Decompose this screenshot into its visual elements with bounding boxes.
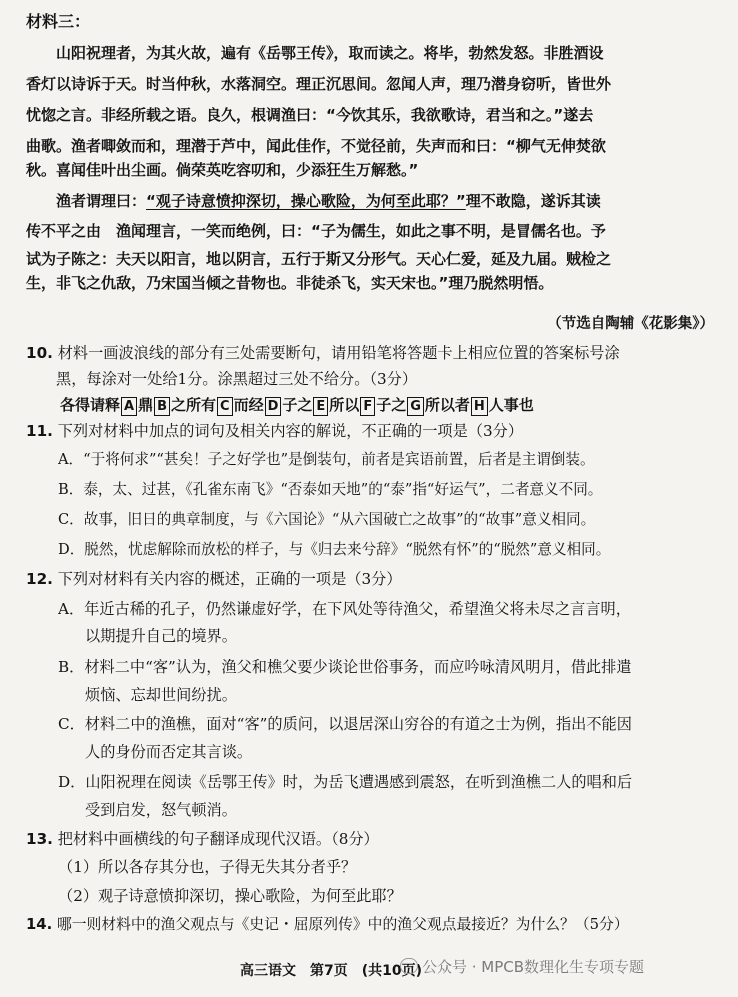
segment: 各得请释: [60, 396, 121, 414]
question-number: 14.: [26, 916, 53, 933]
source-citation: （节选自陶辅《花影集》）: [547, 315, 714, 332]
option-c: C．材料二中的渔樵，面对“客”的质问，以退居深山穷谷的有道之士为例，指出不能因: [58, 715, 632, 733]
watermark: [400, 956, 644, 977]
question-number: 12.: [26, 570, 53, 588]
passage-line: 忧惚之言。非经所载之语。良久，根调渔曰：“今饮其乐，我欲歌诗，君当和之。”遂去: [26, 106, 594, 124]
question-13: [26, 829, 379, 849]
watermark-text: 公众号 · MPCB数理化生专项专题: [422, 958, 645, 976]
page-footer: 高三语文 第7页 (共10页): [240, 963, 423, 979]
segment: 子之: [376, 396, 407, 414]
translation-item-2: （2）观子诗意愤抑深切，操心歌险，为何至此耶？: [58, 887, 402, 905]
answer-mark-g[interactable]: G: [407, 397, 424, 416]
segment: 而经: [233, 396, 264, 414]
passage-line: 生，非飞之仇敌，乃宋国当倾之昔物也。非徒杀飞，实天宋也。”理乃脱然明悟。: [26, 274, 554, 292]
answer-mark-e[interactable]: E: [313, 397, 328, 416]
question-stem: 材料一画波浪线的部分有三处需要断句，请用铅笔将答题卡上相应位置的答案标号涂: [57, 344, 620, 362]
question-12: [26, 569, 402, 589]
answer-mark-a[interactable]: A: [121, 397, 137, 416]
question-number: 11.: [26, 422, 53, 440]
segment: 人事也: [488, 396, 534, 414]
answer-mark-b[interactable]: B: [154, 397, 170, 416]
passage-line: 山阳祝理者，为其火故，遍有《岳鄂王传》，取而读之。将毕，勃然发怒。非胜酒设: [56, 44, 604, 62]
material-heading: 材料三：: [26, 12, 91, 31]
wechat-icon: [400, 958, 418, 974]
answer-mark-d[interactable]: D: [265, 397, 282, 416]
question-10: [26, 343, 620, 363]
option-b: B．泰，太、过甚，《孔雀东南飞》“否泰如天地”的“泰”指“好运气”，二者意义不同。: [58, 481, 603, 498]
segment: 之所有: [171, 396, 217, 414]
option-b: B．材料二中“客”认为，渔父和樵父要少谈论世俗事务，而应吟咏清风明月，借此排遣: [58, 658, 632, 676]
question-stem-cont: 黑，每涂对一处给1分。涂黑超过三处不给分。（3分）: [56, 370, 418, 388]
question-number: 10.: [26, 344, 53, 362]
question-stem: 哪一则材料中的渔父观点与《史记・屈原列传》中的渔父观点最接近？为什么？（5分）: [56, 916, 629, 933]
segment: 鼎: [138, 396, 154, 414]
segment: 所以者: [424, 396, 470, 414]
option-a: A．年近古稀的孔子，仍然谦虚好学，在下风处等待渔父，希望渔父将未尽之言言明，: [58, 600, 631, 618]
underlined-sentence: “观子诗意愤抑深切，操心歌险，为何至此耶？”: [146, 192, 466, 210]
passage-line: [56, 191, 601, 211]
option-c-cont: 人的身份而否定其言谈。: [85, 743, 253, 761]
sentence-break-line: [60, 395, 534, 416]
question-stem: 下列对材料中加点的词句及相关内容的解说，不正确的一项是（3分）: [57, 422, 524, 440]
passage-fragment: 渔者谓理曰：: [56, 192, 147, 210]
segment: 所以: [329, 396, 360, 414]
passage-line: 香灯以诗诉于天。时当仲秋，水落洞空。理正沉思间。忽闻人声，理乃潜身窃听，皆世外: [26, 75, 612, 93]
segment: 子之: [282, 396, 313, 414]
passage-fragment: 理不敢隐，遂诉其读: [465, 192, 601, 210]
option-c: C．故事，旧日的典章制度，与《六国论》“从六国破亡之故事”的“故事”意义相同。: [58, 511, 596, 528]
question-11: [26, 421, 523, 441]
answer-mark-c[interactable]: C: [217, 397, 233, 416]
question-stem: 把材料中画横线的句子翻译成现代汉语。（8分）: [57, 830, 379, 848]
question-number: 13.: [26, 830, 53, 848]
question-stem: 下列对材料有关内容的概述，正确的一项是（3分）: [57, 570, 402, 588]
passage-line: 曲歌。渔者唧敛而和，理潜于芦中，闻此佳作，不觉径前，失声而和曰：“柳气无伸焚欲: [26, 137, 606, 155]
answer-mark-f[interactable]: F: [360, 397, 375, 416]
passage-line: 传不平之由 渔闻理言，一笑而绝例，曰：“子为儒生，如此之事不明，是冒儒名也。予: [26, 222, 606, 240]
question-14: [26, 915, 629, 935]
option-d-cont: 受到启发，怒气顿消。: [85, 801, 237, 819]
passage-line: 试为子陈之：夫天以阳言，地以阴言，五行于斯又分形气。天心仁爱，延及九届。贼检之: [26, 250, 612, 268]
option-d: D．脱然，忧虑解除而放松的样子，与《归去来兮辞》“脱然有怀”的“脱然”意义相同。: [58, 541, 611, 558]
option-d: D．山阳祝理在阅读《岳鄂王传》时，为岳飞遭遇感到震怒，在听到渔樵二人的唱和后: [58, 773, 633, 791]
option-a-cont: 以期提升自己的境界。: [85, 627, 237, 645]
answer-mark-h[interactable]: H: [471, 397, 488, 416]
option-b-cont: 烦恼、忘却世间纷扰。: [85, 686, 237, 704]
option-a: A．“于将何求”“甚矣！子之好学也”是倒装句，前者是宾语前置，后者是主谓倒装。: [58, 451, 595, 468]
translation-item-1: （1）所以各存其分也，子得无失其分者乎？: [58, 858, 357, 876]
passage-line: 秋。喜闻佳叶出尘画。倘荣英吃容叨和，少添狂生万解愁。”: [26, 161, 419, 179]
